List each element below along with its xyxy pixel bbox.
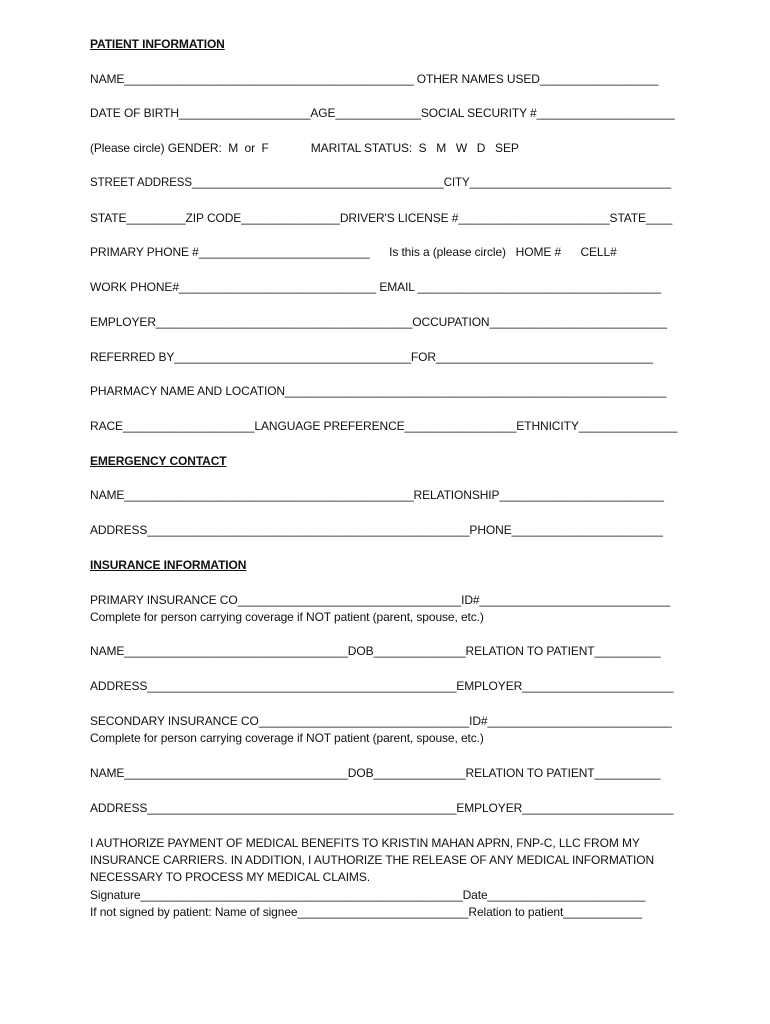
secondary-coverage-note: Complete for person carrying coverage if NOT patient (parent, spouse, etc.) xyxy=(90,731,484,745)
emergency-name-relationship-line[interactable]: NAME____________________________________________RELATIONSHIP_________________________ xyxy=(90,488,664,502)
name-other-names-line[interactable]: NAME____________________________________________ OTHER NAMES USED__________________ xyxy=(90,72,659,86)
primary-coverage-note: Complete for person carrying coverage if NOT patient (parent, spouse, etc.) xyxy=(90,610,484,624)
secondary-insurance-line[interactable]: SECONDARY INSURANCE CO________________________________ID#____________________________ xyxy=(90,714,672,728)
referred-by-for-line[interactable]: REFERRED BY____________________________________FOR_________________________________ xyxy=(90,350,653,364)
authorization-text-1: I AUTHORIZE PAYMENT OF MEDICAL BENEFITS TO KRISTIN MAHAN APRN, FNP-C, LLC FROM MY xyxy=(90,836,640,850)
primary-holder-address-line[interactable]: ADDRESS_______________________________________________EMPLOYER_______________________ xyxy=(90,679,674,693)
primary-holder-name-dob-line[interactable]: NAME__________________________________DOB______________RELATION TO PATIENT__________ xyxy=(90,644,661,658)
signature-date-line[interactable]: Signature_________________________________________________Date________________________ xyxy=(90,888,646,902)
secondary-holder-name-dob-line[interactable]: NAME__________________________________DOB______________RELATION TO PATIENT__________ xyxy=(90,766,661,780)
authorization-text-2: INSURANCE CARRIERS. IN ADDITION, I AUTHORIZE THE RELEASE OF ANY MEDICAL INFORMATION xyxy=(90,853,655,867)
emergency-address-phone-line[interactable]: ADDRESS_________________________________________________PHONE_______________________ xyxy=(90,523,663,537)
insurance-information-heading: INSURANCE INFORMATION xyxy=(90,558,247,572)
employer-occupation-line[interactable]: EMPLOYER_______________________________________OCCUPATION___________________________ xyxy=(90,315,667,329)
race-language-ethnicity-line[interactable]: RACE____________________LANGUAGE PREFERENCE_________________ETHNICITY_______________ xyxy=(90,419,678,433)
work-phone-email-line[interactable]: WORK PHONE#______________________________ EMAIL _____________________________________ xyxy=(90,280,661,294)
primary-insurance-line[interactable]: PRIMARY INSURANCE CO__________________________________ID#_____________________________ xyxy=(90,593,671,607)
emergency-contact-heading: EMERGENCY CONTACT xyxy=(90,454,227,468)
primary-phone-line[interactable]: PRIMARY PHONE #__________________________ Is this a (please circle) HOME # CELL# xyxy=(90,245,617,259)
state-zip-license-line[interactable]: STATE_________ZIP CODE_______________DRIVER'S LICENSE #_______________________STATE____ xyxy=(90,211,673,225)
pharmacy-line[interactable]: PHARMACY NAME AND LOCATION__________________________________________________________ xyxy=(90,384,667,398)
dob-age-ssn-line[interactable]: DATE OF BIRTH____________________AGE_____________SOCIAL SECURITY #_____________________ xyxy=(90,106,675,120)
signee-relation-line[interactable]: If not signed by patient: Name of signee__________________________Relation to patient____________ xyxy=(90,905,643,919)
gender-marital-status-line[interactable]: (Please circle) GENDER: M or F MARITAL STATUS: S M W D SEP xyxy=(90,141,519,155)
patient-information-heading: PATIENT INFORMATION xyxy=(90,37,225,51)
secondary-holder-address-line[interactable]: ADDRESS_______________________________________________EMPLOYER_______________________ xyxy=(90,801,674,815)
authorization-text-3: NECESSARY TO PROCESS MY MEDICAL CLAIMS. xyxy=(90,870,370,884)
street-address-city-line[interactable]: STREET ADDRESS________________________________________CITY________________________________ xyxy=(90,177,672,189)
